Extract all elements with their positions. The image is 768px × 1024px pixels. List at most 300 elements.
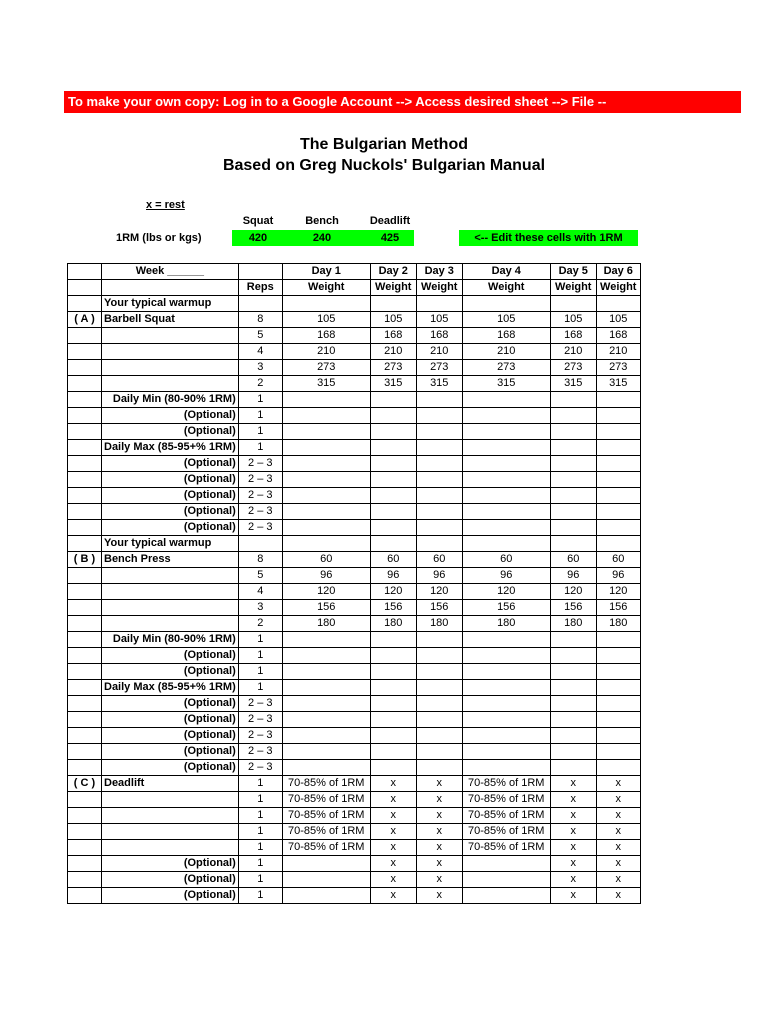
weight-cell[interactable] [596,712,640,728]
reps-cell[interactable]: 3 [238,600,282,616]
reps-cell[interactable]: 8 [238,312,282,328]
weight-cell[interactable]: x [550,856,596,872]
weight-cell[interactable]: 60 [282,552,370,568]
weight-cell[interactable]: 273 [370,360,416,376]
section-cell[interactable] [68,696,102,712]
reps-cell[interactable]: 2 – 3 [238,504,282,520]
weight-cell[interactable]: 120 [282,584,370,600]
weight-cell[interactable]: 168 [462,328,550,344]
weight-cell[interactable]: 70-85% of 1RM [282,776,370,792]
reps-cell[interactable]: 4 [238,344,282,360]
reps-cell[interactable]: 1 [238,408,282,424]
weight-cell[interactable] [550,664,596,680]
exercise-cell[interactable]: (Optional) [102,664,239,680]
weight-cell[interactable] [462,520,550,536]
weight-cell[interactable] [416,744,462,760]
section-cell[interactable] [68,504,102,520]
header-cell[interactable]: Weight [596,280,640,296]
weight-cell[interactable] [282,680,370,696]
weight-cell[interactable]: 210 [370,344,416,360]
weight-cell[interactable] [596,424,640,440]
weight-cell[interactable]: 180 [550,616,596,632]
weight-cell[interactable]: 180 [416,616,462,632]
reps-cell[interactable]: 1 [238,664,282,680]
section-cell[interactable] [68,792,102,808]
weight-cell[interactable] [370,728,416,744]
weight-cell[interactable] [370,520,416,536]
reps-cell[interactable]: 1 [238,632,282,648]
section-cell[interactable]: ( A ) [68,312,102,328]
section-cell[interactable] [68,360,102,376]
exercise-cell[interactable]: (Optional) [102,872,239,888]
weight-cell[interactable]: 315 [370,376,416,392]
reps-cell[interactable]: 2 – 3 [238,744,282,760]
weight-cell[interactable] [416,504,462,520]
section-cell[interactable] [68,872,102,888]
weight-cell[interactable] [282,440,370,456]
weight-cell[interactable] [282,728,370,744]
exercise-cell[interactable] [102,568,239,584]
weight-cell[interactable] [370,296,416,312]
weight-cell[interactable]: 70-85% of 1RM [462,776,550,792]
weight-cell[interactable] [596,680,640,696]
reps-cell[interactable]: 1 [238,824,282,840]
weight-cell[interactable]: x [596,776,640,792]
weight-cell[interactable] [370,680,416,696]
weight-cell[interactable] [282,760,370,776]
exercise-cell[interactable]: Bench Press [102,552,239,568]
weight-cell[interactable]: 210 [596,344,640,360]
weight-cell[interactable]: 60 [416,552,462,568]
exercise-cell[interactable]: (Optional) [102,760,239,776]
weight-cell[interactable]: 273 [550,360,596,376]
weight-cell[interactable] [282,456,370,472]
weight-cell[interactable]: 180 [462,616,550,632]
weight-cell[interactable] [462,728,550,744]
section-cell[interactable] [68,536,102,552]
section-cell[interactable] [68,568,102,584]
weight-cell[interactable]: 156 [416,600,462,616]
weight-cell[interactable]: 210 [282,344,370,360]
weight-cell[interactable]: x [370,808,416,824]
weight-cell[interactable] [282,536,370,552]
weight-cell[interactable] [370,488,416,504]
header-cell[interactable]: Day 3 [416,264,462,280]
weight-cell[interactable] [462,296,550,312]
header-cell[interactable]: Weight [282,280,370,296]
section-cell[interactable] [68,392,102,408]
section-cell[interactable]: ( B ) [68,552,102,568]
section-cell[interactable] [68,824,102,840]
weight-cell[interactable]: 70-85% of 1RM [462,808,550,824]
weight-cell[interactable]: 210 [550,344,596,360]
weight-cell[interactable]: x [550,888,596,904]
weight-cell[interactable] [462,696,550,712]
weight-cell[interactable]: 168 [550,328,596,344]
weight-cell[interactable] [550,520,596,536]
section-cell[interactable] [68,488,102,504]
weight-cell[interactable] [416,728,462,744]
weight-cell[interactable] [282,504,370,520]
reps-cell[interactable]: 2 – 3 [238,488,282,504]
weight-cell[interactable]: 70-85% of 1RM [282,792,370,808]
weight-cell[interactable] [462,488,550,504]
weight-cell[interactable] [596,520,640,536]
header-cell[interactable] [238,264,282,280]
section-cell[interactable] [68,520,102,536]
weight-cell[interactable]: 105 [282,312,370,328]
weight-cell[interactable] [550,744,596,760]
reps-cell[interactable]: 1 [238,424,282,440]
weight-cell[interactable]: 120 [416,584,462,600]
weight-cell[interactable]: 105 [596,312,640,328]
weight-cell[interactable] [596,648,640,664]
weight-cell[interactable] [416,712,462,728]
weight-cell[interactable]: 96 [550,568,596,584]
weight-cell[interactable] [462,504,550,520]
reps-cell[interactable]: 1 [238,792,282,808]
weight-cell[interactable] [416,488,462,504]
weight-cell[interactable]: x [416,776,462,792]
reps-cell[interactable]: 1 [238,872,282,888]
exercise-cell[interactable] [102,792,239,808]
reps-cell[interactable]: 1 [238,776,282,792]
header-cell[interactable]: Week ______ [102,264,239,280]
exercise-cell[interactable]: Barbell Squat [102,312,239,328]
weight-cell[interactable] [370,632,416,648]
weight-cell[interactable]: 60 [462,552,550,568]
section-cell[interactable] [68,664,102,680]
weight-cell[interactable] [416,392,462,408]
exercise-cell[interactable]: (Optional) [102,488,239,504]
weight-cell[interactable]: 180 [370,616,416,632]
section-cell[interactable] [68,328,102,344]
weight-cell[interactable]: 273 [596,360,640,376]
weight-cell[interactable]: x [550,776,596,792]
weight-cell[interactable] [462,536,550,552]
exercise-cell[interactable]: (Optional) [102,728,239,744]
weight-cell[interactable] [462,392,550,408]
weight-cell[interactable] [416,632,462,648]
weight-cell[interactable] [282,744,370,760]
exercise-cell[interactable]: (Optional) [102,712,239,728]
header-cell[interactable]: Day 4 [462,264,550,280]
header-cell[interactable]: Day 5 [550,264,596,280]
weight-cell[interactable]: x [370,856,416,872]
weight-cell[interactable]: x [416,792,462,808]
weight-cell[interactable] [462,456,550,472]
header-cell[interactable] [68,280,102,296]
weight-cell[interactable] [416,456,462,472]
weight-cell[interactable]: x [596,872,640,888]
weight-cell[interactable]: 156 [370,600,416,616]
exercise-cell[interactable]: Daily Min (80-90% 1RM) [102,632,239,648]
weight-cell[interactable]: x [370,872,416,888]
weight-cell[interactable] [550,472,596,488]
weight-cell[interactable]: x [370,824,416,840]
weight-cell[interactable]: x [370,776,416,792]
weight-cell[interactable] [282,520,370,536]
header-cell[interactable]: Weight [462,280,550,296]
weight-cell[interactable]: 156 [550,600,596,616]
exercise-cell[interactable]: Daily Max (85-95+% 1RM) [102,680,239,696]
weight-cell[interactable] [550,728,596,744]
weight-cell[interactable] [370,392,416,408]
weight-cell[interactable]: x [416,808,462,824]
section-cell[interactable] [68,600,102,616]
weight-cell[interactable]: 60 [596,552,640,568]
section-cell[interactable] [68,728,102,744]
weight-cell[interactable]: 156 [596,600,640,616]
reps-cell[interactable]: 1 [238,680,282,696]
reps-cell[interactable] [238,296,282,312]
weight-cell[interactable] [282,408,370,424]
exercise-cell[interactable]: (Optional) [102,520,239,536]
exercise-cell[interactable] [102,344,239,360]
weight-cell[interactable]: 315 [596,376,640,392]
weight-cell[interactable]: 96 [370,568,416,584]
section-cell[interactable]: ( C ) [68,776,102,792]
weight-cell[interactable]: 105 [370,312,416,328]
weight-cell[interactable]: 180 [596,616,640,632]
weight-cell[interactable] [282,392,370,408]
weight-cell[interactable]: 120 [550,584,596,600]
weight-cell[interactable] [282,488,370,504]
header-cell[interactable]: Weight [370,280,416,296]
header-cell[interactable]: Weight [416,280,462,296]
weight-cell[interactable] [596,728,640,744]
weight-cell[interactable]: 156 [282,600,370,616]
weight-cell[interactable]: 273 [282,360,370,376]
weight-cell[interactable] [550,504,596,520]
weight-cell[interactable] [370,696,416,712]
section-cell[interactable] [68,440,102,456]
weight-cell[interactable]: 315 [416,376,462,392]
weight-cell[interactable]: x [596,808,640,824]
weight-cell[interactable] [596,296,640,312]
weight-cell[interactable] [462,712,550,728]
reps-cell[interactable]: 2 – 3 [238,456,282,472]
exercise-cell[interactable] [102,616,239,632]
weight-cell[interactable]: x [596,792,640,808]
weight-cell[interactable]: 70-85% of 1RM [462,792,550,808]
weight-cell[interactable]: 168 [370,328,416,344]
weight-cell[interactable] [550,392,596,408]
weight-cell[interactable] [370,504,416,520]
section-cell[interactable] [68,840,102,856]
weight-cell[interactable] [282,856,370,872]
section-cell[interactable] [68,584,102,600]
weight-cell[interactable] [282,296,370,312]
section-cell[interactable] [68,808,102,824]
exercise-cell[interactable]: (Optional) [102,696,239,712]
exercise-cell[interactable] [102,600,239,616]
weight-cell[interactable] [282,472,370,488]
weight-cell[interactable]: 96 [462,568,550,584]
weight-cell[interactable]: x [596,888,640,904]
section-cell[interactable] [68,616,102,632]
section-cell[interactable] [68,744,102,760]
weight-cell[interactable] [550,648,596,664]
exercise-cell[interactable] [102,584,239,600]
weight-cell[interactable] [370,712,416,728]
reps-cell[interactable]: 5 [238,328,282,344]
weight-cell[interactable] [462,760,550,776]
reps-cell[interactable]: 1 [238,808,282,824]
weight-cell[interactable] [550,696,596,712]
weight-cell[interactable] [416,440,462,456]
section-cell[interactable] [68,424,102,440]
section-cell[interactable] [68,680,102,696]
exercise-cell[interactable]: (Optional) [102,504,239,520]
exercise-cell[interactable]: (Optional) [102,424,239,440]
weight-cell[interactable]: 105 [550,312,596,328]
weight-cell[interactable] [550,296,596,312]
weight-cell[interactable]: 70-85% of 1RM [462,840,550,856]
weight-cell[interactable] [282,872,370,888]
weight-cell[interactable] [462,856,550,872]
weight-cell[interactable] [550,632,596,648]
weight-cell[interactable]: 210 [462,344,550,360]
section-cell[interactable] [68,888,102,904]
weight-cell[interactable]: x [550,840,596,856]
weight-cell[interactable]: 156 [462,600,550,616]
weight-cell[interactable] [550,440,596,456]
weight-cell[interactable] [596,440,640,456]
weight-cell[interactable] [462,408,550,424]
weight-cell[interactable] [370,472,416,488]
reps-cell[interactable]: 1 [238,840,282,856]
weight-cell[interactable] [416,760,462,776]
weight-cell[interactable]: 96 [596,568,640,584]
weight-cell[interactable] [370,648,416,664]
header-cell[interactable]: Day 6 [596,264,640,280]
section-cell[interactable] [68,856,102,872]
weight-cell[interactable] [462,424,550,440]
weight-cell[interactable]: 105 [416,312,462,328]
weight-cell[interactable]: x [596,856,640,872]
weight-cell[interactable]: 70-85% of 1RM [282,840,370,856]
exercise-cell[interactable]: (Optional) [102,856,239,872]
weight-cell[interactable]: x [596,840,640,856]
weight-cell[interactable]: x [370,840,416,856]
weight-cell[interactable] [416,536,462,552]
reps-cell[interactable]: 2 – 3 [238,696,282,712]
reps-cell[interactable]: 1 [238,856,282,872]
weight-cell[interactable]: 168 [416,328,462,344]
reps-cell[interactable]: 2 [238,376,282,392]
weight-cell[interactable] [416,408,462,424]
weight-cell[interactable] [370,536,416,552]
weight-cell[interactable] [550,536,596,552]
header-cell[interactable]: Weight [550,280,596,296]
weight-cell[interactable] [596,696,640,712]
reps-cell[interactable]: 2 – 3 [238,472,282,488]
weight-cell[interactable] [550,456,596,472]
weight-cell[interactable] [596,664,640,680]
weight-cell[interactable] [462,664,550,680]
reps-cell[interactable]: 2 – 3 [238,712,282,728]
weight-cell[interactable]: 60 [550,552,596,568]
weight-cell[interactable]: 70-85% of 1RM [282,824,370,840]
section-cell[interactable] [68,632,102,648]
weight-cell[interactable] [462,680,550,696]
reps-cell[interactable] [238,536,282,552]
reps-cell[interactable]: 2 [238,616,282,632]
weight-cell[interactable] [462,872,550,888]
weight-cell[interactable]: 273 [462,360,550,376]
header-cell[interactable] [68,264,102,280]
exercise-cell[interactable] [102,376,239,392]
weight-cell[interactable]: 105 [462,312,550,328]
deadlift-1rm-cell[interactable]: 425 [380,232,400,244]
weight-cell[interactable]: 96 [282,568,370,584]
weight-cell[interactable]: 273 [416,360,462,376]
weight-cell[interactable] [282,696,370,712]
weight-cell[interactable] [370,744,416,760]
weight-cell[interactable]: 120 [370,584,416,600]
weight-cell[interactable] [462,744,550,760]
header-cell[interactable] [102,280,239,296]
weight-cell[interactable]: 120 [462,584,550,600]
weight-cell[interactable]: x [416,856,462,872]
section-cell[interactable] [68,712,102,728]
header-cell[interactable]: Reps [238,280,282,296]
weight-cell[interactable]: 70-85% of 1RM [282,808,370,824]
reps-cell[interactable]: 2 – 3 [238,520,282,536]
weight-cell[interactable] [370,440,416,456]
weight-cell[interactable] [282,632,370,648]
exercise-cell[interactable]: (Optional) [102,456,239,472]
weight-cell[interactable] [282,664,370,680]
weight-cell[interactable] [282,888,370,904]
weight-cell[interactable] [550,680,596,696]
weight-cell[interactable]: 315 [550,376,596,392]
weight-cell[interactable]: x [416,872,462,888]
exercise-cell[interactable] [102,328,239,344]
weight-cell[interactable]: x [550,792,596,808]
weight-cell[interactable] [416,296,462,312]
weight-cell[interactable] [282,648,370,664]
weight-cell[interactable] [596,472,640,488]
weight-cell[interactable] [416,680,462,696]
weight-cell[interactable] [596,488,640,504]
section-cell[interactable] [68,408,102,424]
weight-cell[interactable]: 60 [370,552,416,568]
weight-cell[interactable] [596,744,640,760]
exercise-cell[interactable]: (Optional) [102,888,239,904]
weight-cell[interactable] [596,408,640,424]
weight-cell[interactable] [416,472,462,488]
weight-cell[interactable] [462,888,550,904]
exercise-cell[interactable]: Daily Min (80-90% 1RM) [102,392,239,408]
weight-cell[interactable] [370,424,416,440]
exercise-cell[interactable]: (Optional) [102,744,239,760]
weight-cell[interactable]: 96 [416,568,462,584]
reps-cell[interactable]: 1 [238,392,282,408]
exercise-cell[interactable]: Daily Max (85-95+% 1RM) [102,440,239,456]
reps-cell[interactable]: 8 [238,552,282,568]
exercise-cell[interactable]: (Optional) [102,472,239,488]
weight-cell[interactable]: x [550,824,596,840]
weight-cell[interactable] [416,696,462,712]
weight-cell[interactable] [462,632,550,648]
section-cell[interactable] [68,376,102,392]
section-cell[interactable] [68,648,102,664]
weight-cell[interactable] [416,424,462,440]
exercise-cell[interactable]: Deadlift [102,776,239,792]
header-cell[interactable]: Day 2 [370,264,416,280]
